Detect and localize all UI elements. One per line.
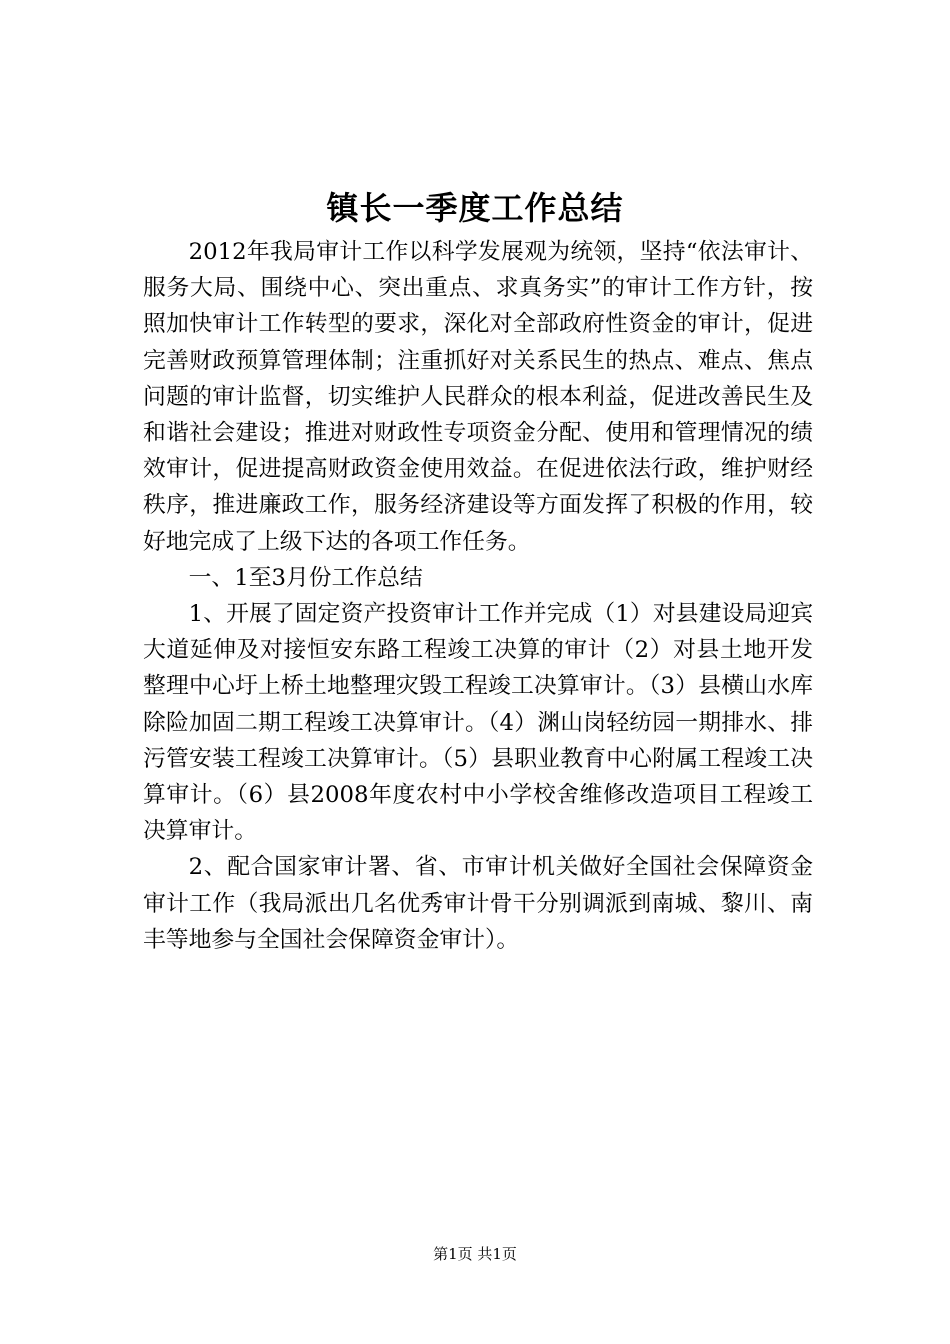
section-heading: 一、1至3月份工作总结 xyxy=(188,564,423,591)
document-body xyxy=(143,234,813,958)
item-1-paragraph: 1、开展了固定资产投资审计工作并完成（1）对县建设局迎宾大道延伸及对接恒安东路工程竣工决算的审计（2）对县土地开发整理中心圩上桥土地整理灾毁工程竣工决算审计。（3）县横山水库除险加固二期工程竣工决算审计。（4）渊山岗轻纺园一期排水、排污管安装工程竣工决算审计。（5）县职业教育中心附属工程竣工决算审计。（6）县2008年度农村中小学校舍维修改造项目工程竣工决算审计。 xyxy=(143,601,813,845)
document-title: 镇长一季度工作总结 xyxy=(326,189,624,227)
item-2-paragraph: 2、配合国家审计署、省、市审计机关做好全国社会保障资金审计工作（我局派出几名优秀审计骨干分别调派到南城、黎川、南丰等地参与全国社会保障资金审计）。 xyxy=(143,854,813,953)
intro-paragraph: 2012年我局审计工作以科学发展观为统领，坚持“依法审计、服务大局、围绕中心、突出重点、求真务实”的审计工作方针，按照加快审计工作转型的要求，深化对全部政府性资金的审计，促进完善财政预算管理体制；注重抓好对关系民生的热点、难点、焦点问题的审计监督，切实维护人民群众的根本利益，促进改善民生及和谐社会建设；推进对财政性专项资金分配、使用和管理情况的绩效审计，促进提高财政资金使用效益。在促进依法行政，维护财经秩序，推进廉政工作，服务经济建设等方面发挥了积极的作用，较好地完成了上级下达的各项工作任务。 xyxy=(143,239,813,555)
page-footer: 第1页 共1页 xyxy=(433,1245,517,1263)
